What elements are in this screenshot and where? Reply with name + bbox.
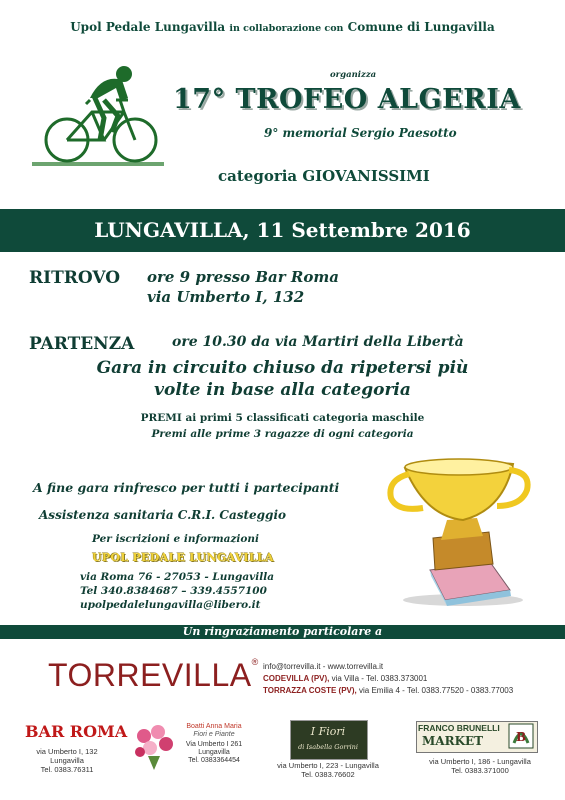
brunelli-emblem-icon <box>508 723 534 749</box>
category-label: categoria GIOVANISSIMI <box>218 167 430 185</box>
ritrovo-address: via Umberto I, 132 <box>147 288 305 306</box>
trophy-icon <box>385 450 535 610</box>
bar-roma-address: via Umberto I, 132 <box>36 747 98 756</box>
boatti-address: Via Umberto I 261 <box>185 741 243 748</box>
boatti-logo <box>183 723 245 739</box>
premi-line-2: Premi alle prime 3 ragazze di ogni categoria <box>151 428 414 440</box>
brunelli-name: FRANCO BRUNELLI <box>418 723 500 733</box>
thanks-text: Un ringraziamento particolare a <box>182 625 383 638</box>
club-name: UPOL PEDALE LUNGAVILLA <box>92 551 274 564</box>
ritrovo-label: RITROVO <box>29 268 121 288</box>
codevilla-info: via Villa - Tel. 0383.373001 <box>329 674 428 683</box>
brunelli-market: MARKET <box>422 734 484 748</box>
org-upol: Upol Pedale Lungavilla <box>70 20 226 34</box>
i-fiori-address: via Umberto I, 223 - Lungavilla <box>277 761 379 770</box>
memorial-subtitle: 9° memorial Sergio Paesotto <box>264 126 457 140</box>
premi-line-1: PREMI ai primi 5 classificati categoria maschile <box>140 412 425 424</box>
i-fiori-sub: di Isabella Gorrini <box>298 743 358 751</box>
torrevilla-codevilla <box>263 674 427 683</box>
org-comune: Comune di Lungavilla <box>347 20 495 34</box>
i-fiori-info <box>262 761 394 779</box>
boatti-sub: Fiori e Piante <box>193 731 235 738</box>
bar-roma-logo: BAR ROMA <box>25 722 128 741</box>
assistenza-text: Assistenza sanitaria C.R.I. Casteggio <box>39 508 287 522</box>
thanks-banner <box>0 625 565 639</box>
torrazza-info: via Emilia 4 - Tel. 0383.77520 - 0383.77003 <box>356 686 514 695</box>
i-fiori-phone: Tel. 0383.76602 <box>301 770 355 779</box>
brunelli-phone: Tel. 0383.371000 <box>451 766 509 775</box>
header-line <box>0 20 565 34</box>
brunelli-address: via Umberto I, 186 - Lungavilla <box>429 757 531 766</box>
organizza-label: organizza <box>330 70 377 80</box>
cyclist-icon <box>32 60 167 170</box>
partenza-label: PARTENZA <box>29 334 135 354</box>
iscrizioni-label: Per iscrizioni e informazioni <box>92 533 260 545</box>
torrevilla-torrazza <box>263 686 513 695</box>
club-email[interactable]: upolpedalelungavilla@libero.it <box>80 599 261 611</box>
gara-line-1: Gara in circuito chiuso da ripetersi più <box>96 358 469 378</box>
codevilla-label: CODEVILLA (PV), <box>263 674 330 683</box>
boatti-city: Lungavilla <box>198 749 230 756</box>
ritrovo-time: ore 9 presso Bar Roma <box>147 268 339 286</box>
torrevilla-name: TORREVILLA <box>48 657 252 693</box>
collab-text: in collaborazione con <box>229 23 344 34</box>
svg-text:B: B <box>516 730 527 744</box>
boatti-phone: Tel. 0383364454 <box>188 757 240 764</box>
rinfresco-text: A fine gara rinfresco per tutti i partecipanti <box>33 480 340 495</box>
bar-roma-city: Lungavilla <box>50 756 84 765</box>
i-fiori-title: I Fiori <box>310 725 346 738</box>
bar-roma-info <box>32 747 102 774</box>
event-title: 17° TROFEO ALGERIA <box>173 84 521 115</box>
partenza-value: ore 10.30 da via Martiri della Libertà <box>172 334 464 350</box>
boatti-name: Boatti Anna Maria <box>186 723 242 730</box>
brunelli-info <box>406 757 554 775</box>
date-text: LUNGAVILLA, 11 Settembre 2016 <box>94 218 471 242</box>
registered-mark: ® <box>251 657 259 667</box>
bar-roma-phone: Tel. 0383.76311 <box>40 765 94 774</box>
date-banner <box>0 209 565 252</box>
club-address: via Roma 76 - 27053 - Lungavilla <box>80 571 274 583</box>
torrazza-label: TORRAZZA COSTE (PV), <box>263 686 357 695</box>
club-phone: Tel 340.8384687 – 339.4557100 <box>80 585 267 597</box>
torrevilla-logo <box>48 657 259 694</box>
torrevilla-contacts[interactable]: info@torrevilla.it - www.torrevilla.it <box>263 662 384 671</box>
boatti-info <box>183 741 245 765</box>
gara-line-2: volte in base alla categoria <box>154 380 411 400</box>
flower-bouquet-icon <box>130 722 178 772</box>
